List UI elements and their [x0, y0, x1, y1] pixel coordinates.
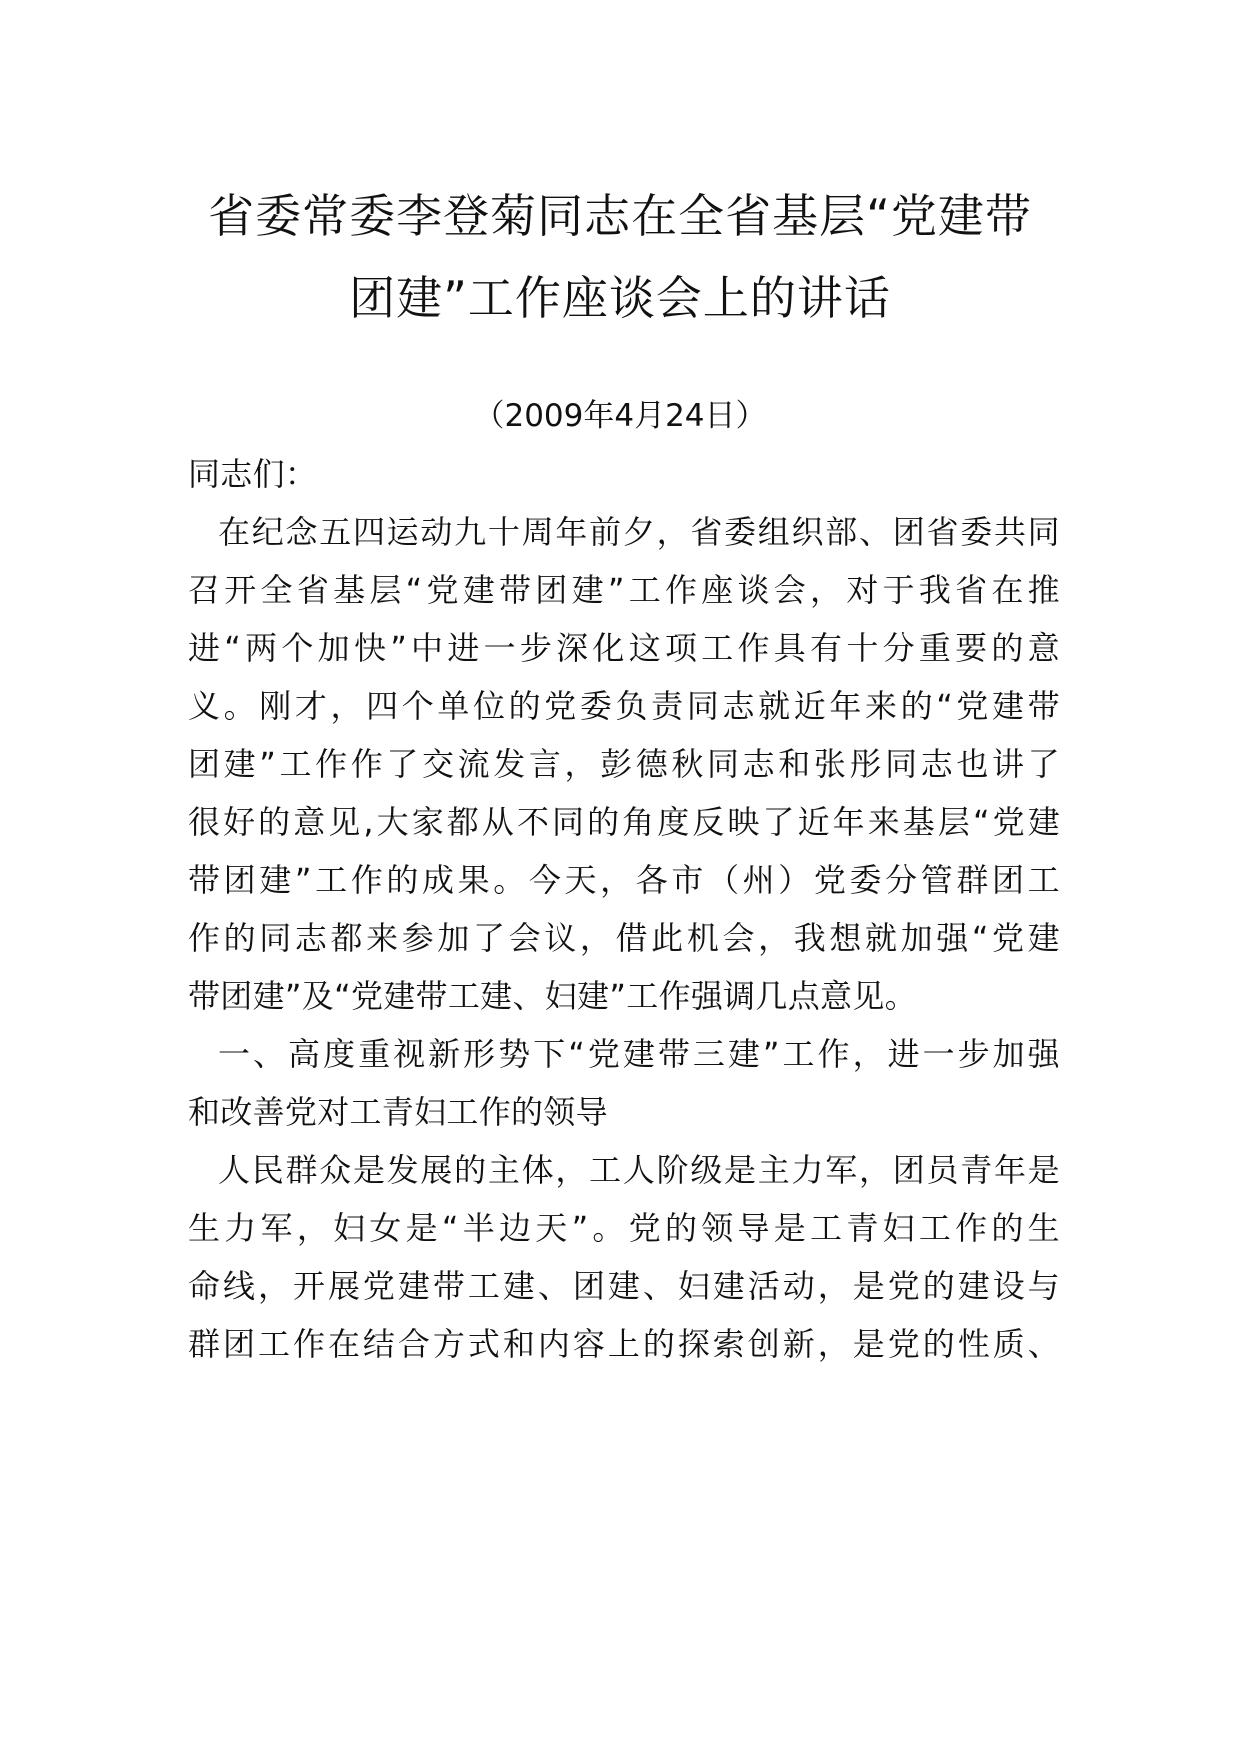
paragraph-line: 召开全省基层“党建带团建”工作座谈会，对于我省在推: [188, 571, 1060, 609]
paragraph-line: 义。刚才，四个单位的党委负责同志就近年来的“党建带: [188, 687, 1060, 725]
section-heading-line: 一、高度重视新形势下“党建带三建”工作，进一步加强: [218, 1035, 1060, 1073]
paragraph-line: 人民群众是发展的主体，工人阶级是主力军，团员青年是: [218, 1151, 1060, 1189]
paragraph-line: 进“两个加快”中进一步深化这项工作具有十分重要的意: [188, 629, 1060, 667]
paragraph-line: 团建”工作作了交流发言，彭德秋同志和张彤同志也讲了: [188, 745, 1060, 783]
paragraph-line: 生力军，妇女是“半边天”。党的领导是工青妇工作的生: [188, 1209, 1060, 1247]
speech-date: （2009年4月24日）: [473, 398, 767, 434]
paragraph-line: 带团建”工作的成果。今天，各市（州）党委分管群团工: [188, 861, 1060, 899]
paragraph-line: 群团工作在结合方式和内容上的探索创新，是党的性质、: [188, 1325, 1060, 1363]
title-line-2: 团建”工作座谈会上的讲话: [349, 271, 891, 325]
title-line-1: 省委常委李登菊同志在全省基层“党建带: [208, 189, 1032, 243]
section-heading-line: 和改善党对工青妇工作的领导: [188, 1093, 608, 1131]
paragraph-line: 命线，开展党建带工建、团建、妇建活动，是党的建设与: [188, 1267, 1060, 1305]
salutation: 同志们：: [188, 455, 318, 493]
paragraph-line: 在纪念五四运动九十周年前夕，省委组织部、团省委共同: [218, 513, 1060, 551]
paragraph-line: 带团建”及“党建带工建、妇建”工作强调几点意见。: [188, 977, 917, 1015]
paragraph-line: 很好的意见,大家都从不同的角度反映了近年来基层“党建: [188, 803, 1060, 841]
paragraph-line: 作的同志都来参加了会议，借此机会，我想就加强“党建: [188, 919, 1060, 957]
